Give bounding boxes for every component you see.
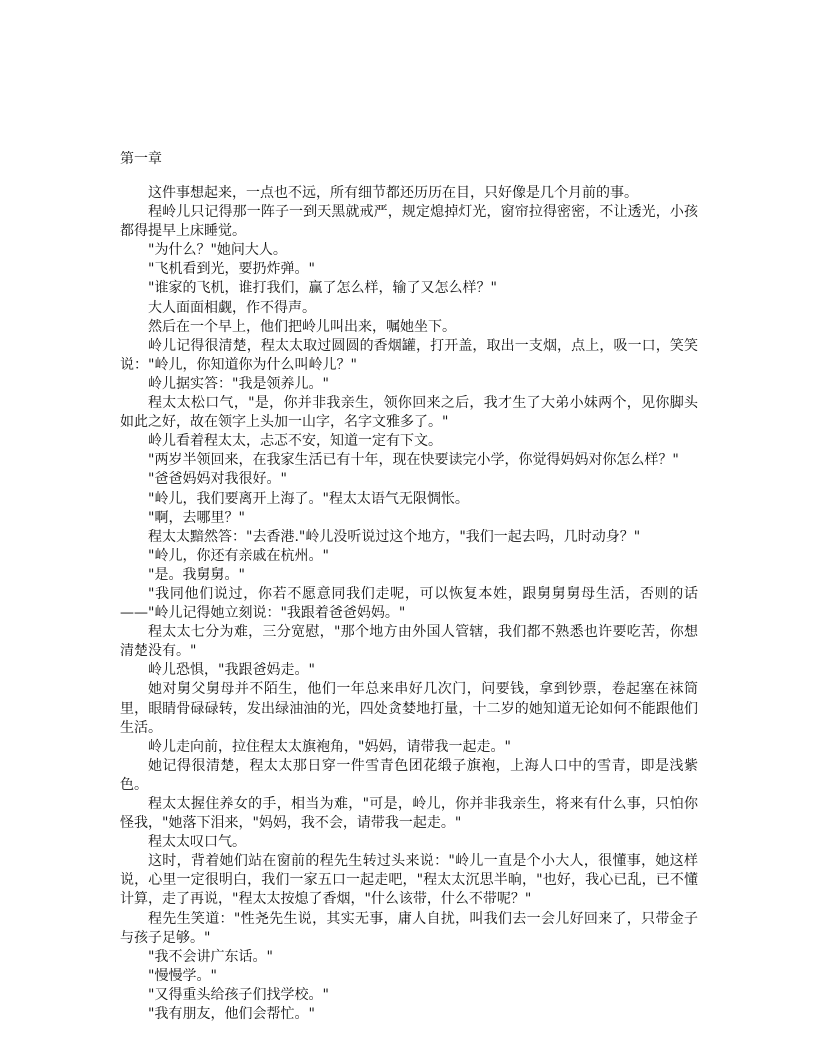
chapter-body xyxy=(120,184,698,1024)
paragraph: 她记得很清楚，程太太那日穿一件雪青色团花缎子旗袍，上海人口中的雪青，即是浅紫色。 xyxy=(120,757,698,793)
paragraph: "岭儿，我们要离开上海了。"程太太语气无限惆怅。 xyxy=(148,490,469,507)
paragraph: 这时，背着她们站在窗前的程先生转过头来说："岭儿一直是个小大人，很懂事，她这样说，心里一定很明白，我们一家五口一起走吧，"程太太沉思半晌，"也好，我心已乱，已不懂计算，走了再说，"程太太按熄了香烟，"什么该带，什么不带呢？" xyxy=(120,853,698,908)
paragraph: 程先生笑道："性尧先生说，其实无事，庸人自扰，叫我们去一会儿好回来了，只带金子与孩子足够。" xyxy=(120,910,698,946)
paragraph: "我同他们说过，你若不愿意同我们走呢，可以恢复本姓，跟舅舅舅母生活，否则的话——"岭儿记得她立刻说："我跟着爸爸妈妈。" xyxy=(120,585,698,622)
paragraph: "啊，去哪里？" xyxy=(148,509,245,526)
paragraph: "爸爸妈妈对我很好。" xyxy=(148,471,287,488)
paragraph: "谁家的飞机，谁打我们，赢了怎么样，输了又怎么样？" xyxy=(148,280,497,297)
paragraph: 这件事想起来，一点也不远，所有细节都还历历在目，只好像是几个月前的事。 xyxy=(148,185,638,201)
paragraph: 岭儿据实答："我是领养儿。" xyxy=(148,375,329,392)
paragraph: 大人面面相觑，作不得声。 xyxy=(148,299,316,316)
paragraph: "两岁半领回来，在我家生活已有十年，现在快要读完小学，你觉得妈妈对你怎么样？" xyxy=(148,452,679,469)
paragraph: "是。我舅舅。" xyxy=(148,566,245,583)
paragraph: 程太太七分为难，三分宽慰，"那个地方由外国人管辖，我们都不熟悉也许要吃苦，你想清楚没有。" xyxy=(120,624,698,660)
paragraph: "为什么？"她问大人。 xyxy=(148,242,287,259)
paragraph: "岭儿，你还有亲戚在杭州。" xyxy=(148,547,329,564)
paragraph: 岭儿看着程太太，忐忑不安，知道一定有下文。 xyxy=(148,433,442,450)
chapter-title: 第一章 xyxy=(120,151,162,167)
paragraph: 她对舅父舅母并不陌生，他们一年总来串好几次门，问要钱，拿到钞票，卷起塞在袜筒里，眼睛骨碌碌转，发出绿油油的光，四处贪婪地打量，十二岁的她知道无论如何不能跟他们生活。 xyxy=(120,681,698,736)
paragraph: "飞机看到光，要扔炸弹。" xyxy=(148,261,315,278)
paragraph: 岭儿恐惧，"我跟爸妈走。" xyxy=(148,662,315,679)
paragraph: 岭儿记得很清楚，程太太取过圆圆的香烟罐，打开盖，取出一支烟，点上，吸一口，笑笑说："岭儿，你知道你为什么叫岭儿？" xyxy=(120,337,698,373)
paragraph: 程太太握住养女的手，相当为难，"可是，岭儿，你并非我亲生，将来有什么事，只怕你怪我，"她落下泪来，"妈妈，我不会，请带我一起走。" xyxy=(120,796,698,832)
paragraph: "又得重头给孩子们找学校。" xyxy=(148,986,329,1003)
paragraph: 程岭儿只记得那一阵子一到天黑就戒严，规定熄掉灯光，窗帘拉得密密，不让透光，小孩都得提早上床睡觉。 xyxy=(120,204,698,240)
paragraph: 程太太叹口气。 xyxy=(148,834,246,851)
paragraph: 然后在一个早上，他们把岭儿叫出来，嘱她坐下。 xyxy=(148,318,456,335)
paragraph: "慢慢学。" xyxy=(148,967,217,984)
paragraph: 程太太黯然答："去香港."岭儿没听说过这个地方，"我们一起去吗，几时动身？" xyxy=(148,528,641,545)
paragraph: 岭儿走向前，拉住程太太旗袍角，"妈妈，请带我一起走。" xyxy=(148,738,511,755)
paragraph: 程太太松口气，"是，你并非我亲生，领你回来之后，我才生了大弟小妹两个，见你脚头如此之好，故在领字上头加一山字，名字文雅多了。" xyxy=(120,395,698,431)
paragraph: "我不会讲广东话。" xyxy=(148,948,273,965)
paragraph: "我有朋友，他们会帮忙。" xyxy=(148,1006,315,1023)
